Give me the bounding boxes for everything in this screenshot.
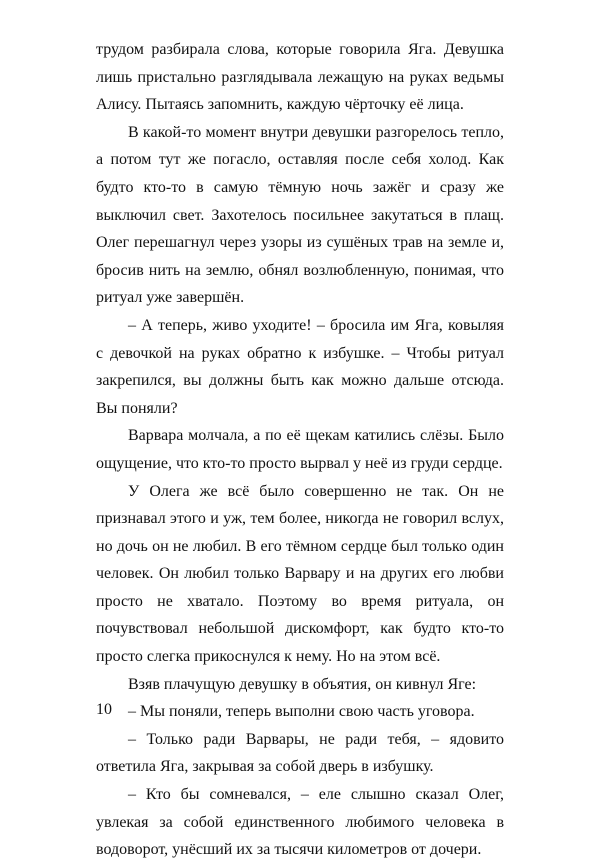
- paragraph-6: Взяв плачущую девушку в объятия, он кивнул Яге:: [128, 675, 477, 693]
- paragraph-7: – Мы поняли, теперь выполни свою часть уговора.: [128, 703, 475, 721]
- paragraph-2: В какой-то момент внутри девушки разгорелось тепло, а потом тут же погасло, оставляя после себя холод. Как будто кто-то в самую тёмную ночь зажёг и сразу же выключил свет. Захотелось посильнее закутаться в плащ. Олег перешагнул через узоры из сушёных трав на земле и, бросив нить на землю, обнял возлюбленную, понимая, что ритуал уже завершён.: [96, 123, 504, 307]
- paragraph-1: трудом разбирала слова, которые говорила Яга. Девушка лишь пристально разглядывала лежащую на руках ведьмы Алису. Пытаясь запомнить, каждую чёрточку её лица.: [96, 41, 504, 114]
- paragraph-5: У Олега же всё было совершенно не так. Он не признавал этого и уж, тем более, никогда не говорил вслух, но дочь он не любил. В его тёмном сердце был только один человек. Он любил только Варвару и на других его любви просто не хватало. Поэтому во время ритуала, он почувствовал небольшой дискомфорт, как будто кто-то просто слегка прикоснулся к нему. Но на этом всё.: [96, 482, 504, 666]
- body-text: [96, 36, 504, 864]
- paragraph-4: Варвара молчала, а по её щекам катились слёзы. Было ощущение, что кто-то просто вырвал у неё из груди сердце.: [96, 427, 504, 472]
- page-number: 10: [96, 701, 112, 718]
- paragraph-8: – Только ради Варвары, не ради тебя, – ядовито ответила Яга, закрывая за собой дверь в избушку.: [96, 730, 504, 776]
- paragraph-3: – А теперь, живо уходите! – бросила им Яга, ковыляя с девочкой на руках обратно к избушке. – Чтобы ритуал закрепился, вы должны быть как можно дальше отсюда. Вы поняли?: [96, 316, 504, 417]
- paragraph-9: – Кто бы сомневался, – еле слышно сказал Олег, увлекая за собой единственного любимого человека в водоворот, унёсший их за тысячи километров от дочери.: [96, 786, 504, 859]
